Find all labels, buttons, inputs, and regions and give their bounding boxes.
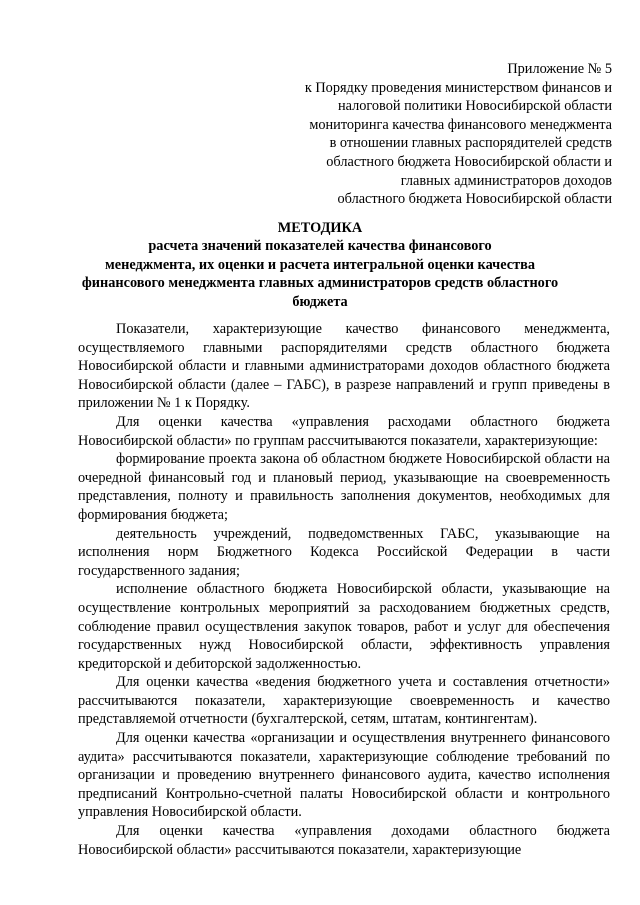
title-line: финансового менеджмента главных администраторов средств областного	[81, 275, 559, 292]
appendix-line: Приложение № 5	[507, 61, 612, 77]
body-paragraph: Для оценки качества «управления расходами областного бюджета Новосибирской области» по группам рассчитываются показатели, характеризующие:	[78, 413, 610, 449]
document-body	[78, 320, 610, 859]
body-paragraph: формирование проекта закона об областном бюджете Новосибирской области на очередной финансовый год и плановый период, указывающие на своевременность представления, полноту и правильность заполнения документов, необходимых для формирования бюджета;	[78, 451, 610, 523]
appendix-line: налоговой политики Новосибирской области	[338, 98, 612, 115]
appendix-line: областного бюджета Новосибирской области и	[326, 153, 612, 170]
title-line: бюджета	[292, 293, 348, 310]
appendix-header	[192, 60, 612, 209]
appendix-line: к Порядку проведения министерством финансов и	[304, 79, 612, 96]
appendix-line: областного бюджета Новосибирской области	[337, 191, 612, 208]
appendix-line: мониторинга качества финансового менеджмента	[309, 116, 612, 133]
title-line: расчета значений показателей качества финансового	[148, 238, 492, 255]
body-paragraph: Для оценки качества «организации и осуществления внутреннего финансового аудита» рассчитываются показатели, характеризующие соблюдение требований по организации и проведению внутреннего финансового аудита, качество исполнения предписаний Контрольно-счетной палаты Новосибирской области и контрольного управления Новосибирской области.	[78, 730, 610, 821]
body-paragraph: Для оценки качества «ведения бюджетного учета и составления отчетности» рассчитываются показатели, характеризующие своевременность и качество представляемой отчетности (бухгалтерской, сетям, штатам, контингентам).	[78, 674, 610, 728]
appendix-line: в отношении главных распорядителей средств	[329, 135, 612, 152]
title-heading: МЕТОДИКА	[277, 220, 363, 236]
body-paragraph: Для оценки качества «управления доходами областного бюджета Новосибирской области» рассчитываются показатели, характеризующие	[78, 823, 610, 858]
body-paragraph: исполнение областного бюджета Новосибирской области, указывающие на осуществление контрольных мероприятий за расходованием бюджетных средств, соблюдение правил осуществления закупок товаров, работ и услуг для обеспечения государственных нужд Новосибирской области, эффективность управления кредиторской и дебиторской задолженностью.	[78, 581, 610, 672]
appendix-line: главных администраторов доходов	[400, 172, 612, 189]
body-paragraph: Показатели, характеризующие качество финансового менеджмента, осуществляемого главными распорядителями средств областного бюджета Новосибирской области и главными администраторами доходов областного бюджета Новосибирской области (далее – ГАБС), в разрезе направлений и групп приведены в приложении № 1 к Порядку.	[78, 321, 610, 412]
document-title	[60, 219, 580, 311]
body-paragraph: деятельность учреждений, подведомственных ГАБС, указывающие на исполнения норм Бюджетного Кодекса Российской Федерации в части государственного задания;	[78, 525, 610, 579]
title-line: менеджмента, их оценки и расчета интегральной оценки качества	[105, 256, 535, 273]
